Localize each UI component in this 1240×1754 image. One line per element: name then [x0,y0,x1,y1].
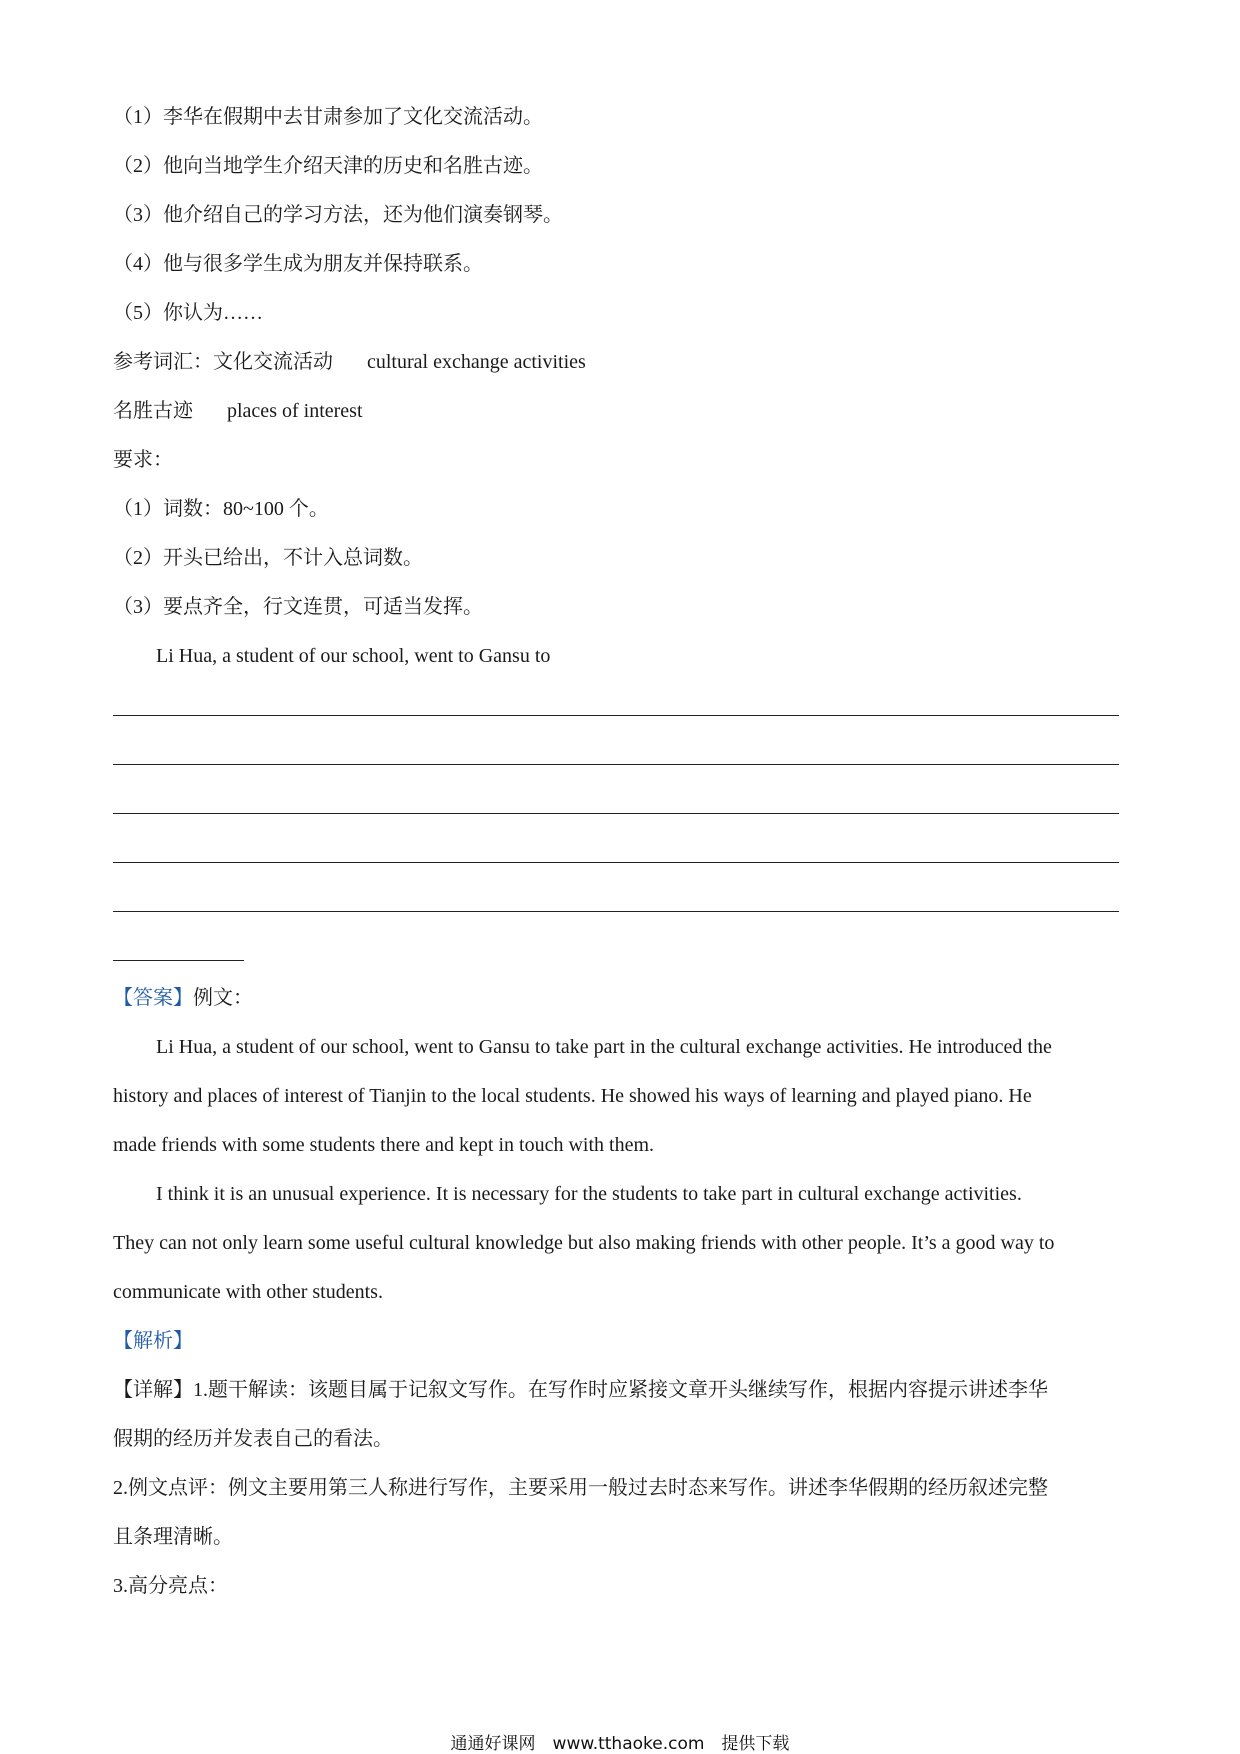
analysis-label: 【解析】 [113,1330,193,1352]
content-point-4: （4）他与很多学生成为朋友并保持联系。 [113,253,483,275]
analysis-line-5: 3.高分亮点： [113,1575,228,1597]
answer-line-5: They can not only learn some useful cultural knowledge but also making friends with other people. It’s a good way to [113,1232,1055,1254]
writing-line-3 [113,813,1119,814]
writing-line-2 [113,764,1119,765]
vocab-term1-cn: 文化交流活动 [213,351,333,373]
answer-line-4: I think it is an unusual experience. It is necessary for the students to take part in cultural exchange activities. [156,1183,1022,1205]
writing-line-1 [113,715,1119,716]
content-point-2: （2）他向当地学生介绍天津的历史和名胜古迹。 [113,155,543,177]
writing-line-5 [113,911,1119,912]
content-point-5: （5）你认为…… [113,302,263,324]
essay-opening: Li Hua, a student of our school, went to Gansu to [156,645,551,667]
requirement-3: （3）要点齐全，行文连贯，可适当发挥。 [113,596,483,618]
vocab-term2-en: places of interest [227,400,363,422]
answer-heading [113,984,1133,1012]
answer-label: 【答案】 [113,987,193,1009]
content-point-3: （3）他介绍自己的学习方法，还为他们演奏钢琴。 [113,204,563,226]
answer-line-3: made friends with some students there and kept in touch with them. [113,1134,654,1156]
analysis-line-3: 2.例文点评：例文主要用第三人称进行写作，主要采用一般过去时态来写作。讲述李华假期的经历叙述完整 [113,1477,1048,1499]
page-footer: 通通好课网 www.tthaoke.com 提供下载 [450,1734,790,1754]
writing-line-end [113,960,244,961]
answer-line-1: Li Hua, a student of our school, went to Gansu to take part in the cultural exchange activities. He introduced the [156,1036,1052,1058]
answer-line-6: communicate with other students. [113,1281,383,1303]
detail-label: 【详解】 [113,1379,193,1401]
requirements-label: 要求： [113,449,173,471]
writing-line-4 [113,862,1119,863]
vocab-term1-en: cultural exchange activities [367,351,586,373]
answer-line-2: history and places of interest of Tianjin to the local students. He showed his ways of learning and played piano. He [113,1085,1032,1107]
requirement-2: （2）开头已给出，不计入总词数。 [113,547,423,569]
vocab-line-1 [113,348,1133,376]
requirement-1: （1）词数：80~100 个。 [113,498,329,520]
analysis-text-1: 1.题干解读：该题目属于记叙文写作。在写作时应紧接文章开头继续写作，根据内容提示讲述李华 [193,1379,1048,1401]
analysis-line-4: 且条理清晰。 [113,1526,233,1548]
analysis-line-1 [113,1376,1133,1404]
vocab-line-2 [113,397,1133,425]
content-point-1: （1）李华在假期中去甘肃参加了文化交流活动。 [113,106,543,128]
analysis-line-2: 假期的经历并发表自己的看法。 [113,1428,393,1450]
answer-suffix: 例文： [193,987,253,1009]
vocab-label: 参考词汇： [113,351,213,373]
vocab-term2-cn: 名胜古迹 [113,400,193,422]
